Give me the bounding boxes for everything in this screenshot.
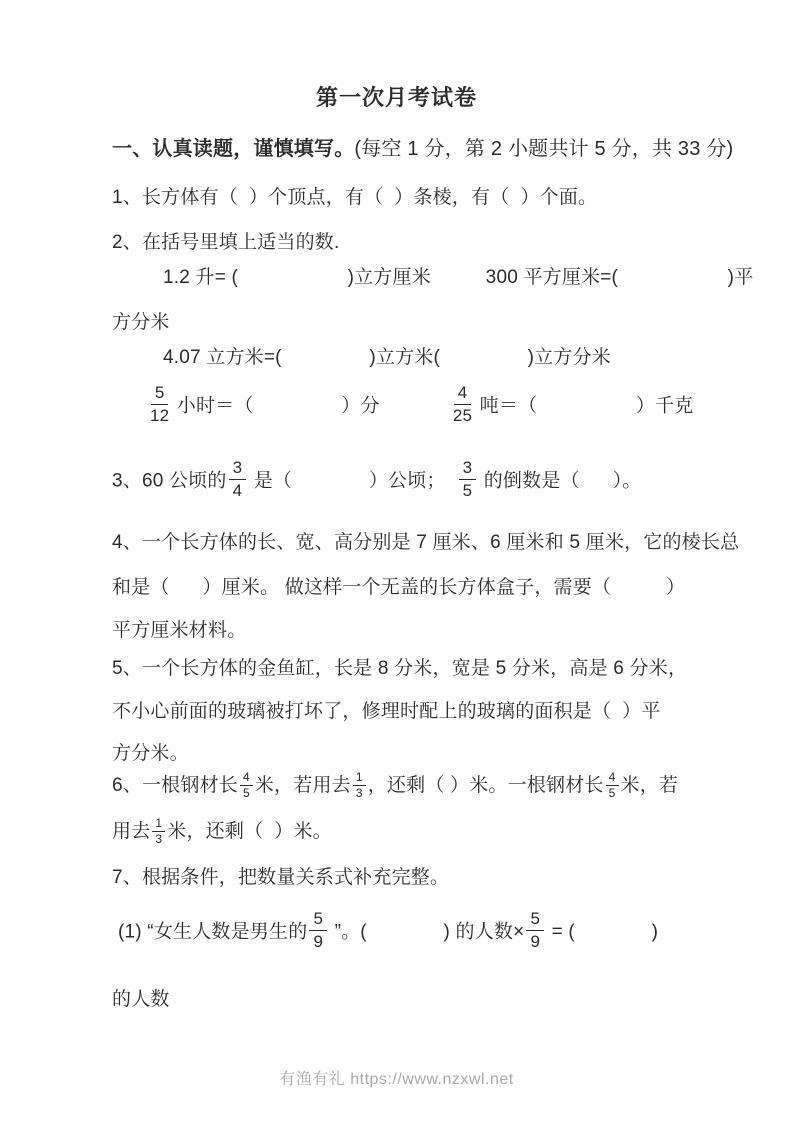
q6-text-2: 米，若用去 xyxy=(254,775,351,797)
question-4-line-1: 4、一个长方体的长、宽、高分别是 7 厘米、6 厘米和 5 厘米，它的棱长总 xyxy=(112,532,740,553)
question-2-line-1: 1.2 升= ( )立方厘米 300 平方厘米=( )平 xyxy=(163,267,754,288)
section-1-heading xyxy=(112,136,733,163)
fraction-3-5 xyxy=(459,459,477,500)
q6-text-4: 米，若 xyxy=(620,775,679,797)
frac-den: 5 xyxy=(608,785,616,800)
frac-den: 3 xyxy=(155,831,163,846)
q7-text-2: ”。( ) 的人数× xyxy=(329,921,525,943)
q6-line2-text-1: 用去 xyxy=(112,821,151,843)
question-1: 1、长方体有（ ）个顶点，有（ ）条棱，有（ ）个面。 xyxy=(112,187,598,208)
section-1-score-note: (每空 1 分，第 2 小题共计 5 分，共 33 分) xyxy=(354,138,734,160)
q2-l4-text-1: 小时＝（ ）分 xyxy=(171,395,451,417)
section-1-heading-text: 一、认真读题，谨慎填写。 xyxy=(112,138,355,160)
question-4-line-2: 和是（ ）厘米。 做这样一个无盖的长方体盒子，需要（ ） xyxy=(112,577,686,598)
fraction-5-9 xyxy=(526,910,544,951)
question-4-line-3: 平方厘米材料。 xyxy=(112,620,247,641)
q6-text-1: 6、一根钢材长 xyxy=(112,775,238,797)
frac-den: 3 xyxy=(355,785,363,800)
frac-num: 5 xyxy=(526,910,544,931)
frac-den: 4 xyxy=(232,480,243,500)
fraction-5-12 xyxy=(150,384,169,425)
q3-text-2: 是（ ）公顷； xyxy=(248,470,457,492)
frac-num: 1 xyxy=(353,771,366,786)
fraction-1-3 xyxy=(353,771,366,799)
question-7-stem: 7、根据条件，把数量关系式补充完整。 xyxy=(112,867,450,888)
frac-den: 5 xyxy=(242,785,250,800)
fraction-4-5 xyxy=(606,771,619,799)
fraction-3-4 xyxy=(229,459,247,500)
question-2-line-2: 方分米 xyxy=(112,312,170,333)
question-5-line-1: 5、一个长方体的金鱼缸，长是 8 分米，宽是 5 分米，高是 6 分米， xyxy=(112,658,688,679)
frac-den: 9 xyxy=(313,931,324,951)
frac-den: 25 xyxy=(452,405,473,425)
footer-watermark: 有渔有礼 https://www.nzxwl.net xyxy=(279,1071,514,1088)
frac-num: 1 xyxy=(152,817,165,832)
question-3 xyxy=(112,458,642,502)
q3-text-3: 的倒数是（ ）。 xyxy=(478,470,642,492)
q7-text-3: = ( ) xyxy=(546,921,659,943)
question-5-line-2: 不小心前面的玻璃被打坏了，修理时配上的玻璃的面积是（ ）平 xyxy=(112,701,661,722)
frac-num: 3 xyxy=(229,459,247,480)
frac-den: 5 xyxy=(462,480,473,500)
frac-den: 12 xyxy=(150,405,170,425)
q7-text-1: (1) “女生人数是男生的 xyxy=(118,921,308,943)
frac-num: 5 xyxy=(151,384,169,405)
fraction-4-5 xyxy=(240,771,253,799)
frac-num: 4 xyxy=(240,771,253,786)
fraction-4-25 xyxy=(453,384,472,425)
q2-l4-text-2: 吨＝（ ）千克 xyxy=(474,395,694,417)
question-7-line-2: 的人数 xyxy=(112,989,170,1010)
page-title: 第一次月考试卷 xyxy=(315,85,477,110)
q6-line2-text-2: 米，还剩（ ）米。 xyxy=(167,821,332,843)
frac-den: 9 xyxy=(530,931,541,951)
frac-num: 5 xyxy=(309,910,327,931)
question-2-stem: 2、在括号里填上适当的数. xyxy=(112,232,340,253)
question-2-line-3: 4.07 立方米=( )立方米( )立方分米 xyxy=(163,347,611,368)
q6-text-3: ，还剩（ ）米。一根钢材长 xyxy=(367,775,604,797)
frac-num: 4 xyxy=(606,771,619,786)
question-6-line-1 xyxy=(112,772,678,800)
frac-num: 3 xyxy=(459,459,477,480)
question-5-line-3: 方分米。 xyxy=(112,743,189,764)
question-7-line-1 xyxy=(118,909,659,953)
q3-text-1: 3、60 公顷的 xyxy=(112,470,227,492)
question-6-line-2 xyxy=(112,818,332,846)
fraction-5-9 xyxy=(309,910,327,951)
frac-num: 4 xyxy=(454,384,472,405)
fraction-1-3 xyxy=(152,817,165,845)
question-2-line-4 xyxy=(148,383,694,427)
